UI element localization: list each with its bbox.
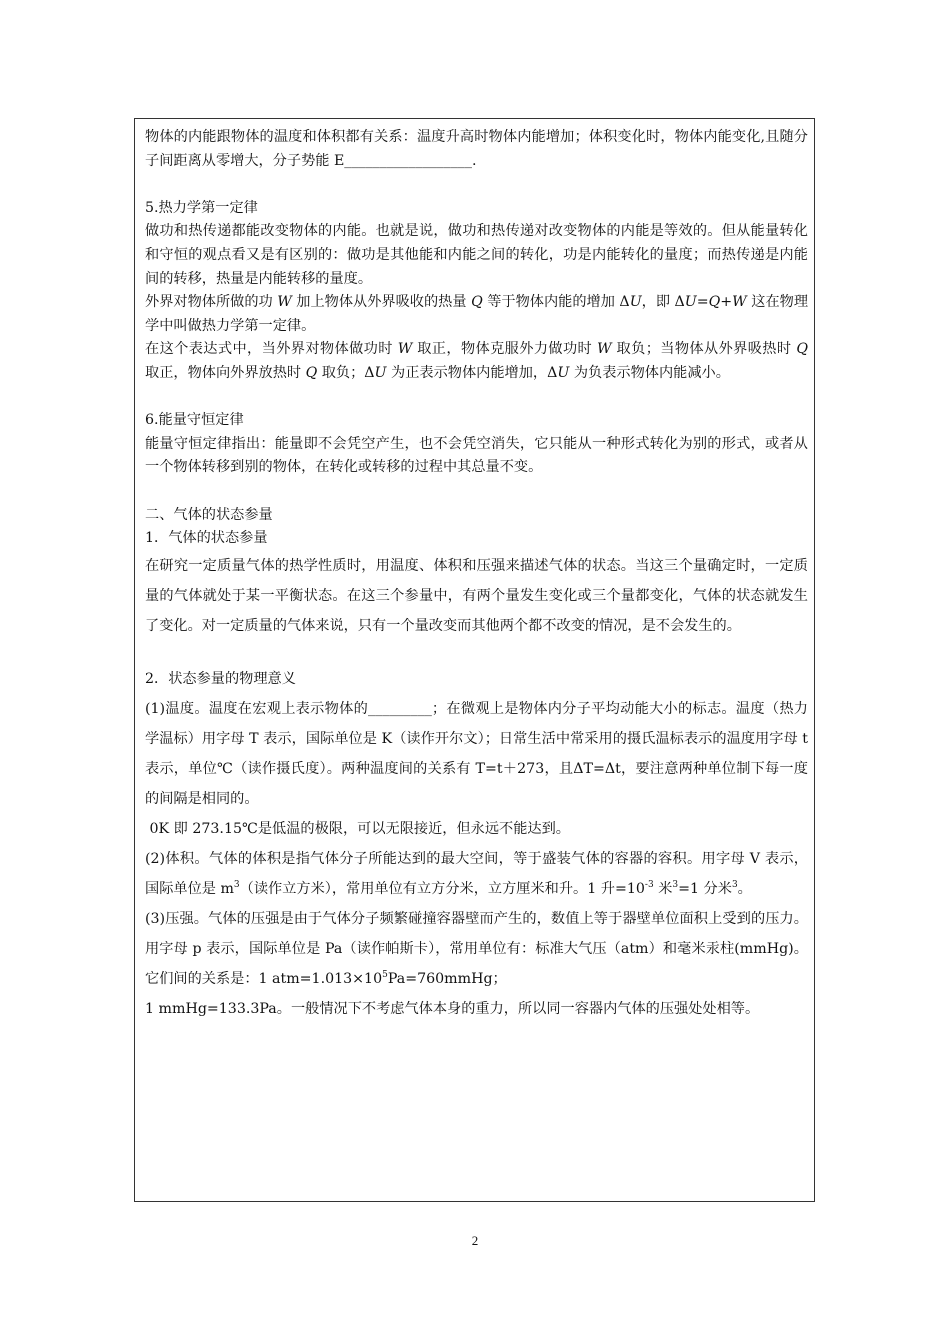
part-2-heading: 二、气体的状态参量	[145, 506, 273, 523]
temperature-paragraph: (1)温度。温度在宏观上表示物体的_________；在微观上是物体内分子平均动能大小的标志。温度（热力学温标）用字母 T 表示，国际单位是 K（读作开尔文）；日常生活中常采用的摄氏温标表示的温度用字母 t 表示，单位℃（读作摄氏度）。两种温度间的关系有 T=t＋273，且ΔT=Δt，要注意两种单位制下每一度的间隔是相同的。	[145, 701, 808, 808]
section-5-paragraph-1: 做功和热传递都能改变物体的内能。也就是说，做功和热传递对改变物体的内能是等效的。但从能量转化和守恒的观点看又是有区别的：做功是其他能和内能之间的转化，功是内能转化的量度；而热传递是内能间的转移，热量是内能转移的量度。	[145, 223, 808, 287]
section-6-heading: 6.能量守恒定律	[145, 412, 244, 429]
absolute-zero-paragraph: 0K 即 273.15℃是低温的极限，可以无限接近，但永远不能达到。	[149, 821, 570, 838]
section-5-heading: 5.热力学第一定律	[145, 199, 258, 216]
pressure-paragraph: (3)压强。气体的压强是由于气体分子频繁碰撞容器壁而产生的，数值上等于器壁单位面积上受到的压力。用字母 p 表示，国际单位是 Pa（读作帕斯卡），常用单位有：标准大气压（atm）和毫米汞柱(mmHg)。它们间的关系是：1 $atm=1.013\times 10^5Pa=760mmHg$；	[145, 911, 808, 988]
section-5-paragraph-2: 外界对物体所做的功 W 加上物体从外界吸收的热量 Q 等于物体内能的增加 ΔU，即 ΔU=Q+W 这在物理学中叫做热力学第一定律。	[145, 294, 809, 334]
subsection-2-heading: 2．状态参量的物理意义	[145, 671, 296, 688]
subsection-1-paragraph: 在研究一定质量气体的热学性质时，用温度、体积和压强来描述气体的状态。当这三个量确定时，一定质量的气体就处于某一平衡状态。在这三个参量中，有两个量发生变化或三个量都变化，气体的状态就发生了变化。对一定质量的气体来说，只有一个量改变而其他两个都不改变的情况，是不会发生的。	[145, 557, 808, 634]
document-body	[145, 126, 808, 1024]
pressure-paragraph-2: 1 mmHg=133.3Pa。一般情况下不考虑气体本身的重力，所以同一容器内气体的压强处处相等。	[145, 1001, 760, 1018]
section-5-paragraph-3: 在这个表达式中，当外界对物体做功时 W 取正，物体克服外力做功时 W 取负；当物体从外界吸热时 Q 取正，物体向外界放热时 Q 取负；ΔU 为正表示物体内能增加，ΔU 为负表示物体内能减小。	[145, 341, 809, 381]
volume-paragraph: (2)体积。气体的体积是指气体分子所能达到的最大空间，等于盛装气体的容器的容积。用字母 V 表示，国际单位是 $m^3$（读作立方米），常用单位有立方分米，立方厘米和升。1 升$=10^{-3}$ 米$^3$=1 分米$^3$。	[145, 851, 808, 898]
subsection-1-heading: 1．气体的状态参量	[145, 530, 268, 547]
intro-paragraph: 物体的内能跟物体的温度和体积都有关系：温度升高时物体内能增加；体积变化时，物体内能变化,且随分子间距离从零增大，分子势能 E__________________.	[145, 129, 808, 169]
section-6-paragraph: 能量守恒定律指出：能量即不会凭空产生，也不会凭空消失，它只能从一种形式转化为别的形式，或者从一个物体转移到别的物体，在转化或转移的过程中其总量不变。	[145, 435, 808, 476]
page-number: 2	[471, 1233, 479, 1248]
